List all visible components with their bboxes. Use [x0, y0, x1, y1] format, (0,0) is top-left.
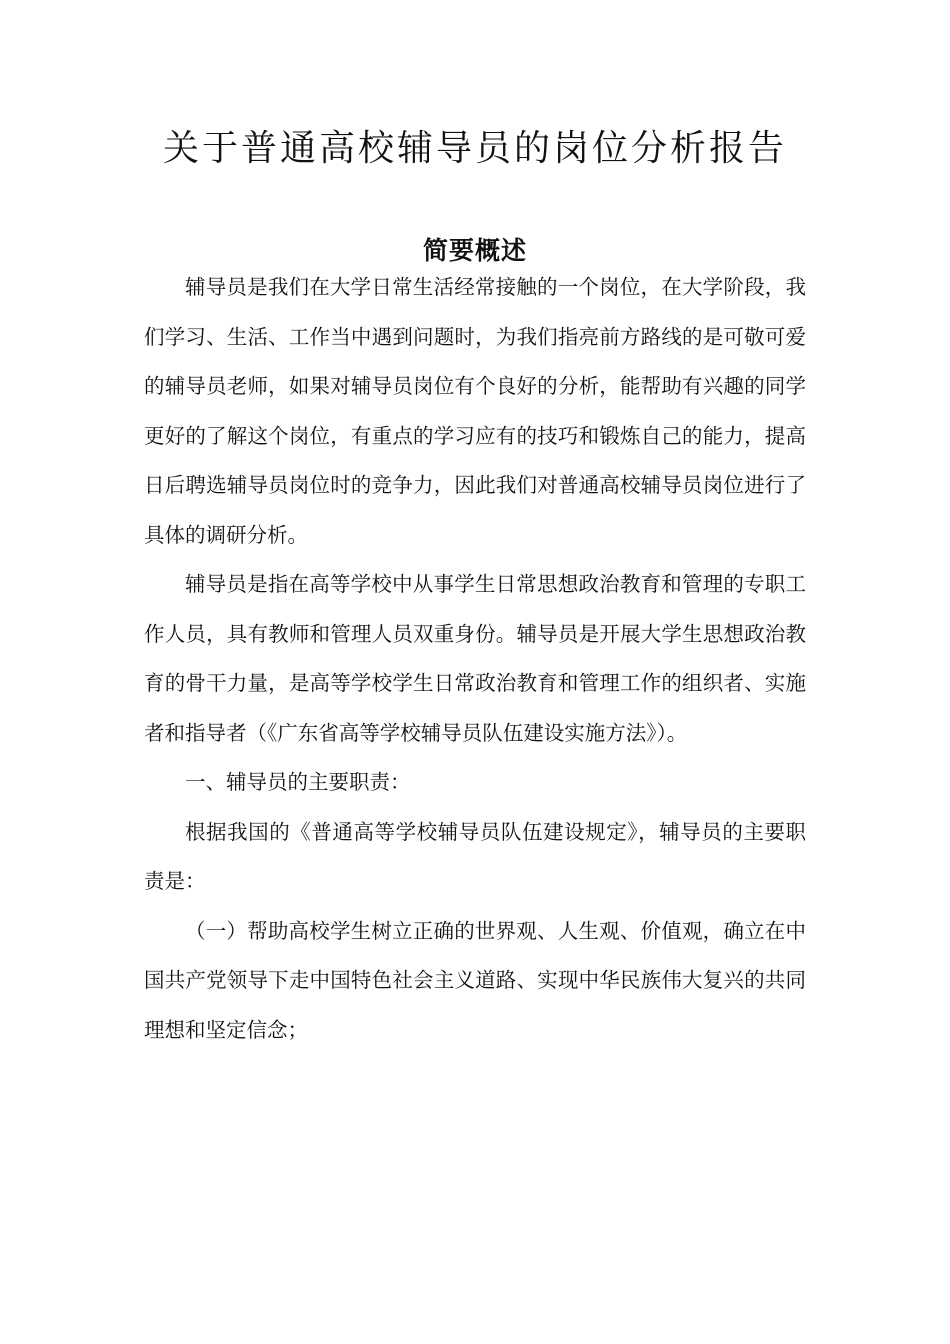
paragraph-heading-duties: 一、辅导员的主要职责：: [185, 770, 411, 794]
document-body: [144, 263, 806, 1055]
document-title: 关于普通高校辅导员的岗位分析报告: [162, 128, 787, 170]
paragraph-definition: 辅导员是指在高等学校中从事学生日常思想政治教育和管理的专职工作人员，具有教师和管理人员双重身份。辅导员是开展大学生思想政治教育的骨干力量，是高等学校学生日常政治教育和管理工作的组织者、实施者和指导者（《广东省高等学校辅导员队伍建设实施方法》）。: [144, 572, 806, 745]
paragraph-duty-1: （一）帮助高校学生树立正确的世界观、人生观、价值观，确立在中国共产党领导下走中国特色社会主义道路、实现中华民族伟大复兴的共同理想和坚定信念；: [144, 918, 806, 1042]
paragraph-duties-intro: 根据我国的《普通高等学校辅导员队伍建设规定》，辅导员的主要职责是：: [144, 819, 806, 893]
paragraph-intro: 辅导员是我们在大学日常生活经常接触的一个岗位，在大学阶段，我们学习、生活、工作当中遇到问题时，为我们指亮前方路线的是可敬可爱的辅导员老师，如果对辅导员岗位有个良好的分析，能帮助有兴趣的同学更好的了解这个岗位，有重点的学习应有的技巧和锻炼自己的能力，提高日后聘选辅导员岗位时的竞争力，因此我们对普通高校辅导员岗位进行了具体的调研分析。: [144, 275, 806, 547]
section-heading: 简要概述: [422, 235, 527, 265]
